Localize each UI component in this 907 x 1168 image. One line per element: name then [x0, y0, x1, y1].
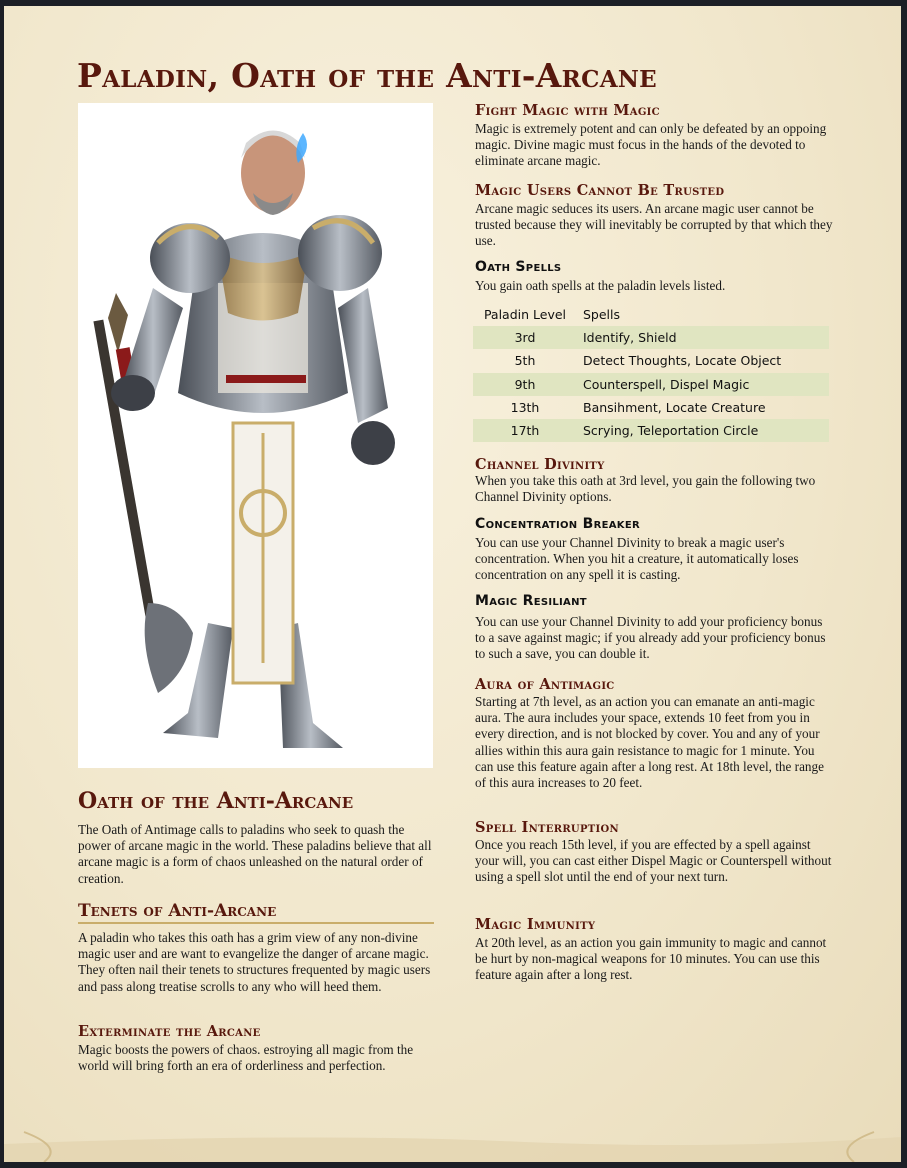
tenets-divider [78, 922, 434, 924]
magic-users-heading: Magic Users Cannot Be Trusted [475, 182, 725, 199]
spells-cell: Detect Thoughts, Locate Object [583, 353, 782, 369]
fight-magic-heading: Fight Magic with Magic [475, 102, 660, 119]
magic-resiliant-description: You can use your Channel Divinity to add your proficiency bonus to a save against magic; if you already add your proficiency bonus to such a save, you can double it. [475, 614, 826, 662]
magic-resiliant-heading: Magic Resiliant [475, 593, 587, 609]
armored-paladin-image [78, 103, 433, 768]
spells-cell: Scrying, Teleportation Circle [577, 419, 829, 442]
tenets-heading: Tenets of Anti-Arcane [78, 901, 277, 921]
spells-cell: Bansihment, Locate Creature [583, 400, 766, 416]
column-header-spells: Spells [583, 307, 621, 322]
tenets-description: A paladin who takes this oath has a grim view of any non-divine magic user and are want to evangelize the danger of arcane magic. They often nail their tenets to structures frequented by magic users and pass along treatise scrolls to any who will heed them. [78, 930, 431, 994]
level-cell: 5th [514, 353, 536, 369]
oath-description: The Oath of Antimage calls to paladins who seek to quash the power of arcane magic in the world. These paladins believe that all arcane magic is a form of chaos unleashed on the natural order of creation. [78, 822, 432, 886]
aura-antimagic-description: Starting at 7th level, as an action you can emanate an anti-magic aura. The aura includes your space, extends 10 feet from you in every direction, and is not blocked by cover. You and any of your allies within this aura gain resistance to magic for 1 minute. You can use this feature again after a long rest. At 18th level, the range of this aura increases to 20 feet. [475, 694, 824, 791]
level-cell: 9th [473, 373, 577, 396]
level-cell: 13th [510, 400, 540, 416]
table-row [473, 326, 829, 349]
table-header-row [473, 303, 829, 326]
oath-spells-description: You gain oath spells at the paladin levels listed. [475, 278, 726, 293]
concentration-breaker-description: You can use your Channel Divinity to break a magic user's concentration. When you hit a creature, it automatically loses concentration on any spell it is casting. [475, 535, 799, 583]
level-cell: 17th [473, 419, 577, 442]
magic-immunity-heading: Magic Immunity [475, 916, 596, 933]
table-row [473, 419, 829, 442]
table-row [473, 373, 829, 396]
exterminate-heading: Exterminate the Arcane [78, 1023, 261, 1040]
magic-immunity-description: At 20th level, as an action you gain immunity to magic and cannot be hurt by non-magical weapons for 10 minutes. You can use this feature again after a long rest. [475, 935, 827, 983]
exterminate-description: Magic boosts the powers of chaos. estroying all magic from the world will bring forth an era of orderliness and perfection. [78, 1042, 414, 1074]
level-cell: 3rd [473, 326, 577, 349]
channel-divinity-heading: Channel Divinity [475, 456, 605, 473]
spells-cell: Identify, Shield [577, 326, 829, 349]
footer-ornament [4, 1092, 901, 1162]
aura-antimagic-heading: Aura of Antimagic [475, 676, 615, 693]
spell-interruption-heading: Spell Interruption [475, 819, 619, 836]
oath-spells-heading: Oath Spells [475, 259, 562, 275]
spells-cell: Counterspell, Dispel Magic [577, 373, 829, 396]
oath-spells-table [473, 303, 829, 442]
channel-divinity-description: When you take this oath at 3rd level, you gain the following two Channel Divinity options. [475, 473, 816, 505]
page-title: Paladin, Oath of the Anti-Arcane [77, 56, 657, 95]
spell-interruption-description: Once you reach 15th level, if you are effected by a spell against your will, you can cast either Dispel Magic or Counterspell without using a spell slot until the end of your next turn. [475, 837, 832, 885]
magic-users-description: Arcane magic seduces its users. An arcane magic user cannot be trusted because they will inevitably be corrupted by that which they use. [475, 201, 833, 249]
column-header-level: Paladin Level [483, 307, 567, 322]
concentration-breaker-heading: Concentration Breaker [475, 516, 640, 532]
table-row [473, 396, 829, 419]
fight-magic-description: Magic is extremely potent and can only be defeated by an oppoing magic. Divine magic must focus in the hands of the devoted to eliminate arcane magic. [475, 121, 827, 169]
paladin-illustration [78, 103, 433, 768]
oath-heading: Oath of the Anti-Arcane [78, 788, 354, 814]
table-row [473, 349, 829, 372]
document-page [4, 6, 901, 1162]
